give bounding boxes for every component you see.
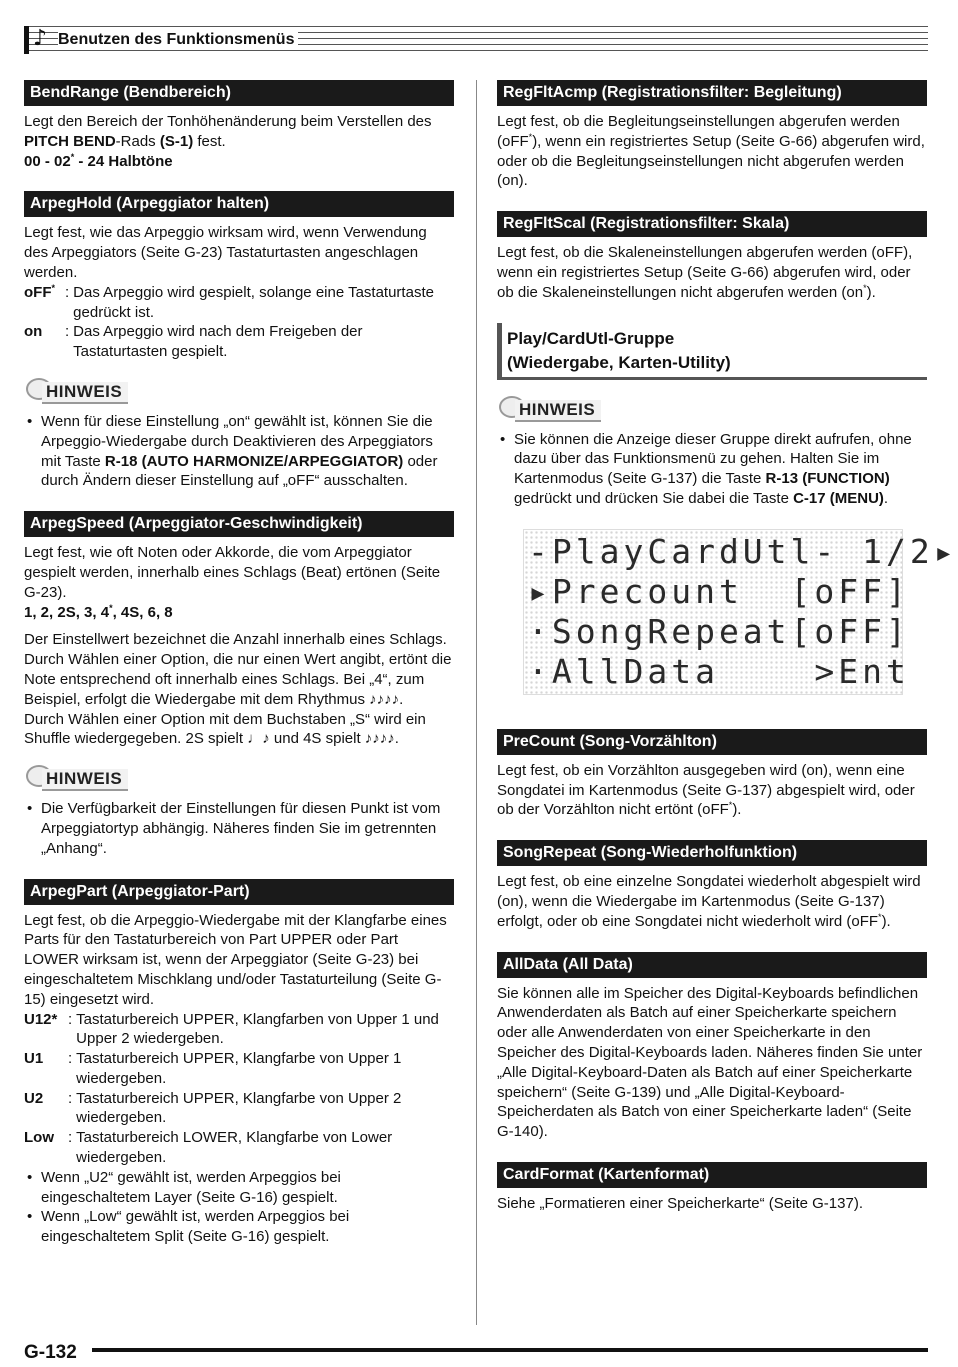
option-desc: Tastaturbereich UPPER, Klangfarben von Upper 1 und Upper 2 wiedergeben.	[76, 1010, 439, 1048]
lcd-row: -PlayCardUtl- 1/2▸	[528, 531, 958, 571]
default-mark: *	[109, 602, 113, 613]
default-mark: *	[51, 282, 56, 293]
hinweis-text: HINWEIS	[42, 769, 128, 791]
text: ).	[881, 912, 891, 930]
text: .	[394, 730, 399, 748]
hinweis-label	[24, 376, 454, 408]
group-title: Play/CardUtl-Gruppe	[507, 328, 675, 348]
section-text: Legt fest, ob die Arpeggio-Wiedergabe mit der Klangfarbe eines Parts für den Tastaturbereich von Part UPPER oder Part LOWER wirksam ist, wenn der Arpeggiator (Seite G-23) bei eingeschaltetem Mischklang und/oder Tastaturteilung (Seite G-15) eingesetzt wird.	[24, 911, 447, 1008]
text: Sie können die Anzeige dieser Gruppe direkt aufrufen, ohne dazu über das Funktionsmenü zu gehen. Halten Sie im Kartenmodus (Seite G-137) die Taste	[514, 430, 912, 488]
shuffle-2s-notation-icon: ♩♪	[247, 730, 270, 748]
option-u2: U2 : Tastaturbereich UPPER, Klangfarbe von Upper 2 wiedergeben.	[24, 1089, 454, 1129]
text: Wenn für diese Einstellung „on“ gewählt ist, können Sie die Arpeggio-Wiedergabe durch Deaktivieren des Arpeggiators mit Taste	[41, 412, 433, 470]
header-bar	[24, 26, 29, 54]
option-on: on : Das Arpeggio wird nach dem Freigeben der Tastaturtasten gespielt.	[24, 322, 454, 362]
group-heading	[497, 323, 927, 380]
section-text	[24, 112, 454, 152]
section-songrepeat	[497, 840, 927, 931]
section-precount	[497, 729, 927, 820]
page-header	[24, 24, 928, 56]
section-text	[497, 112, 927, 191]
hinweis-label	[497, 394, 927, 426]
group-subtitle: (Wiedergabe, Karten-Utility)	[507, 352, 731, 372]
lcd-row: ▸Precount [oFF]	[528, 571, 910, 611]
section-text: Der Einstellwert bezeichnet die Anzahl innerhalb eines Schlags. Durch Wählen einer Option, die nur einen Wert angibt, ertönt die Note entsprechend oft innerhalb eines Schlags. Bei „4“, zum Beispiel, erfolgt die Wiedergabe mit dem Rhythmus ♪♪♪♪.	[24, 631, 452, 708]
section-title: PreCount (Song-Vorzählton)	[497, 729, 927, 755]
section-cardformat	[497, 1162, 927, 1214]
button-ref: R-18 (AUTO HARMONIZE/ARPEGGIATOR)	[104, 452, 404, 470]
section-title: AllData (All Data)	[497, 952, 927, 978]
values-end: , 4S, 6, 8	[112, 603, 173, 621]
list-item: • Wenn „U2“ gewählt ist, werden Arpeggios bei eingeschaltetem Layer (Seite G-16) gespielt.	[24, 1168, 454, 1208]
note-list	[24, 412, 454, 491]
value-list	[24, 603, 454, 623]
hinweis-text: HINWEIS	[42, 382, 128, 404]
note-list	[24, 799, 454, 858]
note-list	[24, 1168, 454, 1247]
option-off: oFF* : Das Arpeggio wird gespielt, solange eine Tastaturtaste gedrückt ist.	[24, 283, 454, 323]
text: oder durch Ändern dieser Einstellung auf „oFF“ ausschalten.	[41, 452, 438, 490]
page-footer	[24, 1342, 928, 1364]
section-text	[497, 872, 927, 931]
left-column	[24, 80, 454, 1267]
values-start: 1, 2, 2S, 3, 4	[24, 603, 110, 621]
section-text: Siehe „Formatieren einer Speicherkarte“ (Seite G-137).	[497, 1194, 863, 1212]
section-text: Legt fest, wie das Arpeggio wirksam wird, wenn Verwendung des Arpeggiators (Seite G-23) Tastaturtasten angeschlagen werden.	[24, 224, 427, 281]
page-header-title: Benutzen des Funktionsmenüs	[58, 30, 298, 50]
footer-rule	[92, 1348, 928, 1352]
option-desc: Das Arpeggio wird nach dem Freigeben der Tastaturtasten gespielt.	[73, 323, 363, 361]
section-title: ArpegPart (Arpeggiator-Part)	[24, 879, 454, 905]
section-title: ArpegHold (Arpeggiator halten)	[24, 191, 454, 217]
option-key: U12*	[24, 1010, 58, 1028]
text: fest.	[193, 132, 226, 150]
section-text: Sie können alle im Speicher des Digital-Keyboards befindlichen Anwenderdaten als Batch auf einer Speicherkarte speichern oder alle Anwenderdaten von einer Speicherkarte in den Speicher des Digital-Keyboards laden. Näheres finden Sie unter „Alle Digital-Keyboard-Daten als Batch auf einer Speicherkarte speichern“ (Seite G-139) und „Alle Digital-Keyboard-Speicherdaten als Batch von einer Speicherkarte laden“ (Seite G-140).	[497, 984, 923, 1141]
option-u12: U12* : Tastaturbereich UPPER, Klangfarben von Upper 1 und Upper 2 wiedergeben.	[24, 1010, 454, 1050]
text: Legt den Bereich der Tonhöhenänderung beim Verstellen des	[24, 113, 432, 130]
default-mark: *	[863, 282, 867, 293]
range-end: - 24 Halbtöne	[74, 152, 173, 170]
text: Durch Wählen einer Option mit dem Buchstaben „S“ wird ein Shuffle wiedergegeben. 2S spielt	[24, 710, 426, 748]
lcd-row: ·SongRepeat[oFF]	[528, 611, 910, 651]
note-list	[497, 430, 927, 509]
value-range	[24, 152, 454, 172]
section-regfltacmp	[497, 80, 927, 191]
music-note-icon: ♪	[33, 26, 48, 51]
default-mark: *	[878, 911, 882, 922]
option-desc: Das Arpeggio wird gespielt, solange eine Tastaturtaste gedrückt ist.	[73, 283, 434, 321]
text: und 4S spielt	[269, 730, 365, 748]
text: ).	[732, 801, 742, 819]
section-title: BendRange (Bendbereich)	[24, 80, 454, 106]
right-column	[497, 80, 958, 1234]
section-text	[497, 761, 927, 820]
section-text: Legt fest, wie oft Noten oder Akkorde, die vom Arpeggiator gespielt werden, innerhalb eines Schlags (Beat) ertönen (Seite G-23).	[24, 544, 441, 601]
default-mark: *	[728, 800, 733, 811]
option-key: U2	[24, 1089, 44, 1107]
option-desc: Tastaturbereich LOWER, Klangfarbe von Lower wiedergeben.	[76, 1129, 393, 1167]
option-low: Low : Tastaturbereich LOWER, Klangfarbe von Lower wiedergeben.	[24, 1128, 454, 1168]
option-key: oFF	[24, 283, 52, 301]
section-title: SongRepeat (Song-Wiederholfunktion)	[497, 840, 927, 866]
text: ).	[866, 283, 876, 301]
hinweis-text: HINWEIS	[515, 400, 601, 422]
section-title: CardFormat (Kartenformat)	[497, 1162, 927, 1188]
list-item: • Die Verfügbarkeit der Einstellungen für diesen Punkt ist vom Arpeggiatortyp abhängig. Näheres finden Sie im getrennten „Anhang“.	[24, 799, 454, 858]
control-ref: (S-1)	[159, 132, 194, 150]
section-title: RegFltScal (Registrationsfilter: Skala)	[497, 211, 927, 237]
column-divider	[476, 80, 477, 1325]
lcd-display	[523, 529, 958, 695]
section-alldata	[497, 952, 927, 1142]
option-key: on	[24, 323, 43, 341]
section-arpegspeed	[24, 511, 454, 858]
section-title: ArpegSpeed (Arpeggiator-Geschwindigkeit)	[24, 511, 454, 537]
text: Legt fest, ob eine einzelne Songdatei wiederholt abgespielt wird (on), wenn die Wiedergabe im Kartenmodus (Seite G-137) erfolgt, oder ob eine Songdatei nicht wiederholt wird (oFF	[497, 873, 921, 930]
option-key: U1	[24, 1050, 44, 1068]
control-name: PITCH BEND	[24, 132, 116, 150]
button-ref: R-13 (FUNCTION)	[765, 470, 890, 488]
text: ), wenn ein registriertes Setup (Seite G-66) abgerufen wird, oder ob die Begleitungseinstellungen nicht abgerufen werden (on).	[497, 132, 925, 190]
section-arpeghold	[24, 191, 454, 491]
page-number: G-132	[24, 1342, 77, 1363]
section-regfltscal	[497, 211, 927, 302]
text: Legt fest, ob ein Vorzählton ausgegeben wird (on), wenn eine Songdatei im Kartenmodus (Seite G-137) abgespielt wird, oder ob der Vorzählton nicht ertönt (oFF	[497, 761, 915, 819]
option-key: Low	[24, 1129, 54, 1147]
section-text	[497, 243, 927, 302]
option-desc: Tastaturbereich UPPER, Klangfarbe von Upper 2 wiedergeben.	[76, 1089, 402, 1127]
option-desc: Tastaturbereich UPPER, Klangfarbe von Upper 1 wiedergeben.	[76, 1050, 402, 1087]
text: gedrückt und drücken Sie dabei die Taste	[514, 489, 794, 507]
default-mark: *	[528, 131, 533, 142]
list-item: • Wenn „Low“ gewählt ist, werden Arpeggios bei eingeschaltetem Split (Seite G-16) gespielt.	[24, 1207, 454, 1247]
text: -Rads	[115, 132, 160, 150]
section-title: RegFltAcmp (Registrationsfilter: Begleitung)	[497, 80, 927, 106]
default-mark: *	[70, 151, 75, 162]
hinweis-label	[24, 763, 454, 795]
list-item	[497, 430, 927, 509]
option-u1: U1 : Tastaturbereich UPPER, Klangfarbe von Upper 1 wiedergeben.	[24, 1049, 454, 1089]
button-ref: C-17 (MENU)	[793, 489, 884, 507]
text: Legt fest, ob die Begleitungseinstellungen abgerufen werden (oFF	[497, 113, 900, 150]
section-arpegpart	[24, 879, 454, 1248]
range-start: 00 - 02	[24, 152, 71, 170]
section-bendrange	[24, 80, 454, 171]
shuffle-4s-notation-icon: ♪♪♪♪	[364, 730, 395, 748]
list-item	[24, 412, 454, 491]
text: .	[883, 489, 889, 507]
text: Legt fest, ob die Skaleneinstellungen abgerufen werden (oFF), wenn ein registriertes Setup (Seite G-66) abgerufen wird, oder ob die Skaleneinstellungen nicht abgerufen werden (on	[497, 244, 913, 301]
section-text	[24, 710, 454, 750]
lcd-row: ·AllData >Ent	[528, 651, 910, 691]
